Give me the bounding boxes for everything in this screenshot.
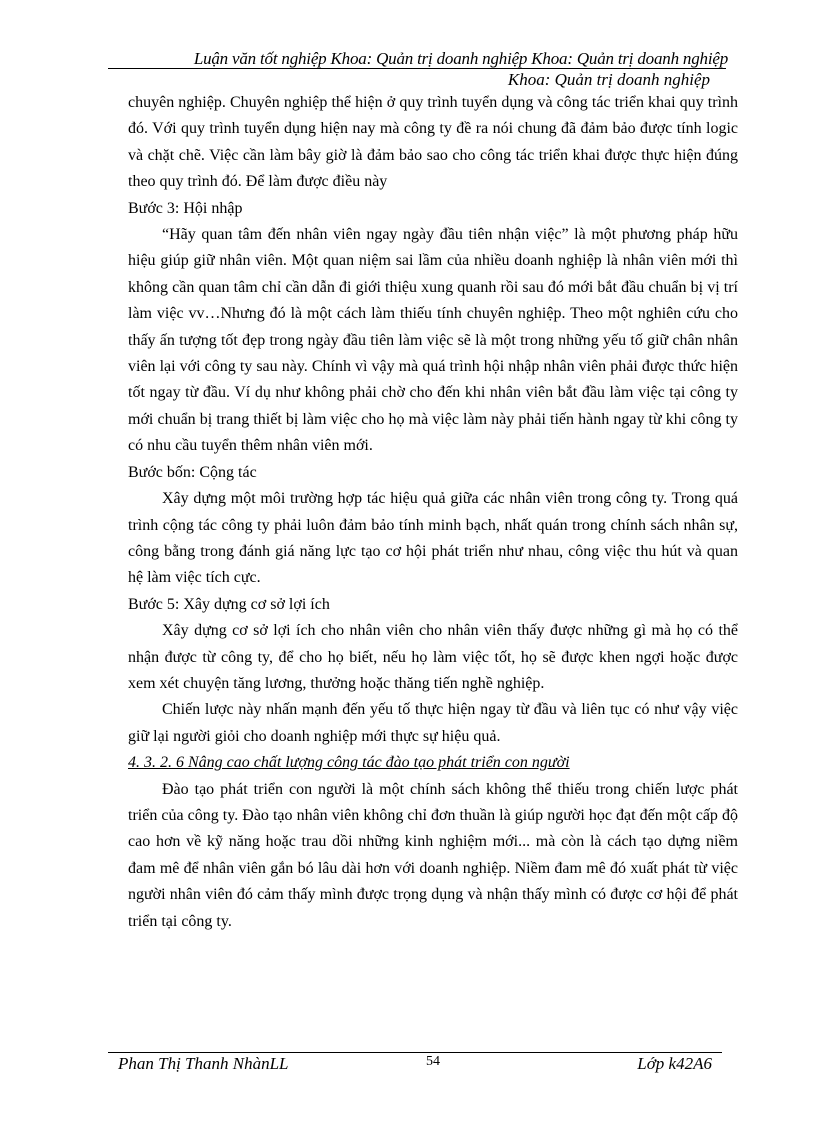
step-3-heading: Bước 3: Hội nhập bbox=[128, 199, 243, 217]
header-divider bbox=[108, 68, 726, 69]
step-5-heading: Bước 5: Xây dựng cơ sở lợi ích bbox=[128, 595, 330, 613]
footer-author: Phan Thị Thanh NhànLL bbox=[118, 1054, 289, 1073]
paragraph-integration: “Hãy quan tâm đến nhân viên ngay ngày đầu tiên nhận việc” là một phương pháp hữu hiệu giúp giữ nhân viên. Một quan niệm sai lầm của nhiều doanh nghiệp là nhân viên mới thì không cần quan tâm chỉ cần dẫn đi giới thiệu xung quanh rồi sau đó mới bắt đầu chuẩn bị vị trí làm việc vv…Nhưng đó là một cách làm thiếu tính chuyên nghiệp. Theo một nghiên cứu cho thấy ấn tượng tốt đẹp trong ngày đầu tiên làm việc sẽ là một trong những yếu tố giữ chân nhân viên lại với công ty sau này. Chính vì vậy mà quá trình hội nhập nhân viên phải được thức hiện tốt ngay từ đầu. Ví dụ như không phải chờ cho đến khi nhân viên bắt đầu làm việc tại công ty mới chuẩn bị trang thiết bị làm việc cho họ mà việc làm này phải tiến hành ngay từ khi công ty có nhu cầu tuyển thêm nhân viên mới. bbox=[128, 226, 738, 455]
document-body bbox=[128, 90, 738, 935]
footer-class: Lớp k42A6 bbox=[637, 1054, 712, 1073]
paragraph-strategy: Chiến lược này nhấn mạnh đến yếu tố thực hiện ngay từ đầu và liên tục có như vậy việc giữ lại người giỏi cho doanh nghiệp mới thực sự hiệu quả. bbox=[128, 701, 738, 745]
paragraph-recruitment: chuyên nghiệp. Chuyên nghiệp thể hiện ở quy trình tuyển dụng và công tác triển khai quy trình đó. Với quy trình tuyển dụng hiện nay mà công ty đề ra nói chung đã đảm bảo được tính logic và chặt chẽ. Việc cần làm bây giờ là đảm bảo sao cho công tác triển khai được thực hiện đúng theo quy trình đó. Để làm được điều này bbox=[128, 94, 738, 191]
page-footer bbox=[108, 1054, 722, 1078]
page-number: 54 bbox=[426, 1054, 440, 1069]
paragraph-training: Đào tạo phát triển con người là một chính sách không thể thiếu trong chiến lược phát triển của công ty. Đào tạo nhân viên không chỉ đơn thuần là giúp người học đạt đến một cấp độ cao hơn về kỹ năng hoặc trau dồi những kinh nghiệm mới... mà còn là cách tạo dựng niềm đam mê để nhân viên gắn bó lâu dài hơn với doanh nghiệp. Niềm đam mê đó xuất phát từ việc người nhân viên đó cảm thấy mình được trọng dụng và nhận thấy mình có được cơ hội để phát triển tại công ty. bbox=[128, 780, 738, 930]
page-header bbox=[108, 48, 728, 90]
paragraph-collaboration: Xây dựng một môi trường hợp tác hiệu quả giữa các nhân viên trong công ty. Trong quá trình cộng tác công ty phải luôn đảm bảo tính minh bạch, nhất quán trong chính sách nhân sự, công bằng trong đánh giá năng lực tạo cơ hội phát triển như nhau, công việc thu hút và quan hệ làm việc tích cực. bbox=[128, 490, 738, 587]
step-4-heading: Bước bốn: Cộng tác bbox=[128, 463, 257, 481]
header-faculty: Khoa: Quản trị doanh nghiệp bbox=[507, 70, 710, 89]
paragraph-benefits: Xây dựng cơ sở lợi ích cho nhân viên cho nhân viên thấy được những gì mà họ có thể nhận được từ công ty, để cho họ biết, nếu họ làm việc tốt, họ sẽ được khen ngợi hoặc được xem xét chuyện tăng lương, thưởng hoặc thăng tiến nghề nghiệp. bbox=[128, 622, 738, 692]
header-title: Luận văn tốt nghiệp Khoa: Quản trị doanh nghiệp Khoa: Quản trị doanh nghiệp bbox=[193, 49, 728, 68]
footer-divider bbox=[108, 1052, 722, 1053]
section-heading: 4. 3. 2. 6 Nâng cao chất lượng công tác đào tạo phát triển con người bbox=[128, 754, 570, 772]
